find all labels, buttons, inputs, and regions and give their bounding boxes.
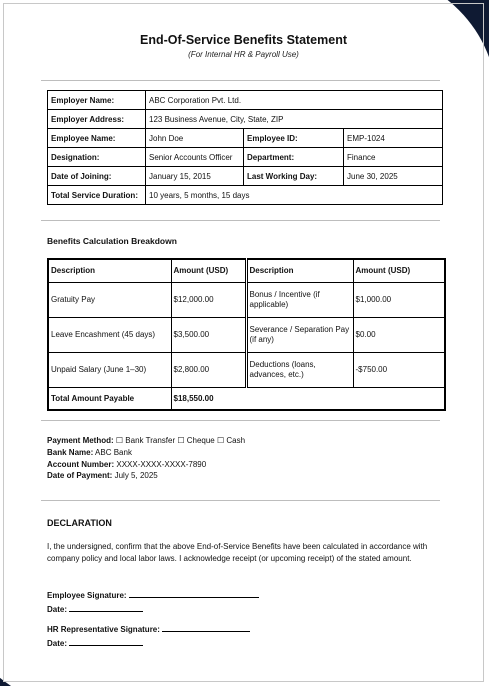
total-amount: $18,550.00 (171, 388, 445, 411)
payment-date-line (47, 470, 245, 482)
last-working-day-label: Last Working Day: (244, 167, 344, 186)
bank-name-label: Bank Name: (47, 447, 94, 457)
department-label: Department: (244, 148, 344, 167)
hr-date-line (47, 636, 250, 650)
employee-info-table (47, 90, 443, 205)
benefits-heading: Benefits Calculation Breakdown (47, 236, 177, 246)
divider (41, 220, 440, 221)
table-row (48, 129, 443, 148)
table-header-row (48, 259, 445, 283)
benefit-amount: $12,000.00 (171, 283, 246, 318)
benefit-description: Deductions (loans, advances, etc.) (246, 353, 353, 388)
benefit-description: Unpaid Salary (June 1–30) (48, 353, 171, 388)
benefit-description: Severance / Separation Pay (if any) (246, 318, 353, 353)
employee-signature-line (47, 588, 259, 602)
last-working-day-value: June 30, 2025 (344, 167, 443, 186)
table-row (48, 91, 443, 110)
joining-date-value: January 15, 2015 (146, 167, 244, 186)
employee-signature-label: Employee Signature: (47, 591, 127, 600)
employee-signature-block (47, 588, 259, 616)
document-title: End-Of-Service Benefits Statement (140, 33, 347, 47)
account-number-line (47, 459, 245, 471)
table-row (48, 186, 443, 205)
employee-date-line (47, 602, 259, 616)
benefit-description: Leave Encashment (45 days) (48, 318, 171, 353)
col-header-description: Description (48, 259, 171, 283)
hr-signature-field[interactable] (162, 622, 250, 632)
employer-address-label: Employer Address: (48, 110, 146, 129)
divider (41, 420, 440, 421)
payment-date-value: July 5, 2025 (114, 471, 158, 481)
payment-date-label: Date of Payment: (47, 471, 113, 481)
table-row (48, 353, 445, 388)
col-header-amount: Amount (USD) (353, 259, 445, 283)
employer-name-label: Employer Name: (48, 91, 146, 110)
payment-details (47, 435, 245, 482)
service-duration-value: 10 years, 5 months, 15 days (146, 186, 443, 205)
benefit-description: Gratuity Pay (48, 283, 171, 318)
col-header-description: Description (246, 259, 353, 283)
hr-date-field[interactable] (69, 636, 143, 646)
benefit-amount: $3,500.00 (171, 318, 246, 353)
benefit-description: Bonus / Incentive (if applicable) (246, 283, 353, 318)
table-row (48, 148, 443, 167)
employee-id-value: EMP-1024 (344, 129, 443, 148)
payment-method-options: ☐ Bank Transfer ☐ Cheque ☐ Cash (115, 436, 246, 445)
employee-name-label: Employee Name: (48, 129, 146, 148)
table-row (48, 110, 443, 129)
table-row (48, 318, 445, 353)
benefit-amount: $0.00 (353, 318, 445, 353)
employee-name-value: John Doe (146, 129, 244, 148)
benefits-table (47, 258, 446, 411)
employee-signature-field[interactable] (129, 588, 259, 598)
hr-signature-block (47, 622, 250, 650)
divider (41, 80, 440, 81)
service-duration-label: Total Service Duration: (48, 186, 146, 205)
bank-name-value: ABC Bank (95, 447, 132, 457)
benefit-amount: -$750.00 (353, 353, 445, 388)
employee-date-label: Date: (47, 605, 68, 614)
divider (41, 500, 440, 501)
designation-label: Designation: (48, 148, 146, 167)
payment-method-label: Payment Method: (47, 436, 114, 445)
account-number-value: XXXX-XXXX-XXXX-7890 (116, 459, 207, 469)
benefit-amount: $1,000.00 (353, 283, 445, 318)
hr-signature-label: HR Representative Signature: (47, 625, 160, 634)
declaration-heading: DECLARATION (47, 518, 112, 528)
account-number-label: Account Number: (47, 459, 115, 469)
table-row (48, 283, 445, 318)
designation-value: Senior Accounts Officer (146, 148, 244, 167)
employee-date-field[interactable] (69, 602, 143, 612)
employer-name-value: ABC Corporation Pvt. Ltd. (146, 91, 443, 110)
total-label: Total Amount Payable (48, 388, 171, 411)
joining-date-label: Date of Joining: (48, 167, 146, 186)
hr-date-label: Date: (47, 639, 68, 648)
declaration-text: I, the undersigned, confirm that the above End-of-Service Benefits have been calculated in accordance with company policy and local labor laws. I acknowledge receipt (or upcoming receipt) of the stated amount. (47, 542, 428, 563)
document-subtitle: (For Internal HR & Payroll Use) (188, 50, 299, 59)
payment-method-line (47, 435, 245, 447)
bank-name-line (47, 447, 245, 459)
employer-address-value: 123 Business Avenue, City, State, ZIP (146, 110, 443, 129)
department-value: Finance (344, 148, 443, 167)
total-row (48, 388, 445, 411)
table-row (48, 167, 443, 186)
benefit-amount: $2,800.00 (171, 353, 246, 388)
hr-signature-line (47, 622, 250, 636)
col-header-amount: Amount (USD) (171, 259, 246, 283)
employee-id-label: Employee ID: (244, 129, 344, 148)
